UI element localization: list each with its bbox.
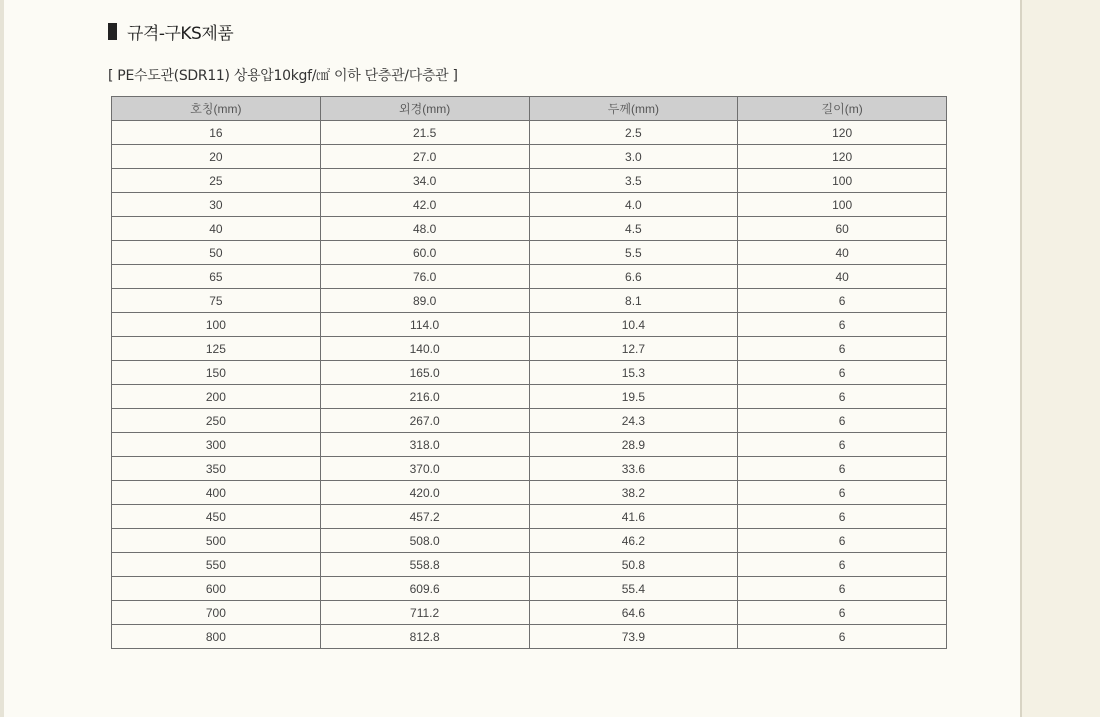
cell-nominal-size: 125 xyxy=(112,337,321,361)
cell-length: 60 xyxy=(738,217,947,241)
cell-length: 6 xyxy=(738,433,947,457)
cell-nominal-size: 300 xyxy=(112,433,321,457)
cell-length: 6 xyxy=(738,385,947,409)
cell-outer-diameter: 267.0 xyxy=(320,409,529,433)
table-row xyxy=(112,337,947,361)
table-row xyxy=(112,313,947,337)
cell-nominal-size: 350 xyxy=(112,457,321,481)
cell-thickness: 64.6 xyxy=(529,601,738,625)
cell-length: 6 xyxy=(738,577,947,601)
cell-length: 40 xyxy=(738,241,947,265)
section-heading-text: 규격-구KS제품 xyxy=(127,23,234,44)
cell-outer-diameter: 34.0 xyxy=(320,169,529,193)
cell-thickness: 19.5 xyxy=(529,385,738,409)
cell-outer-diameter: 165.0 xyxy=(320,361,529,385)
cell-outer-diameter: 60.0 xyxy=(320,241,529,265)
cell-thickness: 8.1 xyxy=(529,289,738,313)
cell-nominal-size: 30 xyxy=(112,193,321,217)
table-row xyxy=(112,193,947,217)
cell-length: 6 xyxy=(738,553,947,577)
cell-outer-diameter: 140.0 xyxy=(320,337,529,361)
cell-thickness: 12.7 xyxy=(529,337,738,361)
cell-length: 6 xyxy=(738,289,947,313)
cell-nominal-size: 250 xyxy=(112,409,321,433)
square-bullet-icon xyxy=(108,23,117,40)
table-row xyxy=(112,577,947,601)
cell-thickness: 5.5 xyxy=(529,241,738,265)
page-right-margin xyxy=(1020,0,1100,717)
cell-nominal-size: 400 xyxy=(112,481,321,505)
cell-outer-diameter: 508.0 xyxy=(320,529,529,553)
spec-table xyxy=(111,96,947,649)
table-row xyxy=(112,289,947,313)
cell-outer-diameter: 89.0 xyxy=(320,289,529,313)
cell-nominal-size: 75 xyxy=(112,289,321,313)
cell-outer-diameter: 76.0 xyxy=(320,265,529,289)
cell-outer-diameter: 216.0 xyxy=(320,385,529,409)
cell-outer-diameter: 812.8 xyxy=(320,625,529,649)
cell-thickness: 4.0 xyxy=(529,193,738,217)
cell-length: 100 xyxy=(738,193,947,217)
table-row xyxy=(112,481,947,505)
cell-nominal-size: 150 xyxy=(112,361,321,385)
cell-length: 6 xyxy=(738,601,947,625)
table-row xyxy=(112,553,947,577)
table-row xyxy=(112,625,947,649)
cell-length: 6 xyxy=(738,529,947,553)
cell-thickness: 41.6 xyxy=(529,505,738,529)
cell-nominal-size: 500 xyxy=(112,529,321,553)
cell-thickness: 33.6 xyxy=(529,457,738,481)
cell-thickness: 24.3 xyxy=(529,409,738,433)
table-row xyxy=(112,361,947,385)
cell-outer-diameter: 420.0 xyxy=(320,481,529,505)
cell-thickness: 4.5 xyxy=(529,217,738,241)
cell-outer-diameter: 370.0 xyxy=(320,457,529,481)
table-header-row xyxy=(112,97,947,121)
cell-thickness: 28.9 xyxy=(529,433,738,457)
table-row xyxy=(112,385,947,409)
cell-thickness: 2.5 xyxy=(529,121,738,145)
cell-length: 6 xyxy=(738,409,947,433)
cell-nominal-size: 600 xyxy=(112,577,321,601)
column-header-outer-diameter: 외경(mm) xyxy=(320,97,529,121)
cell-length: 120 xyxy=(738,145,947,169)
cell-thickness: 3.5 xyxy=(529,169,738,193)
cell-thickness: 46.2 xyxy=(529,529,738,553)
cell-nominal-size: 40 xyxy=(112,217,321,241)
cell-nominal-size: 700 xyxy=(112,601,321,625)
table-row xyxy=(112,265,947,289)
column-header-thickness: 두께(mm) xyxy=(529,97,738,121)
cell-thickness: 38.2 xyxy=(529,481,738,505)
cell-length: 40 xyxy=(738,265,947,289)
cell-outer-diameter: 318.0 xyxy=(320,433,529,457)
table-row xyxy=(112,409,947,433)
cell-thickness: 10.4 xyxy=(529,313,738,337)
cell-thickness: 3.0 xyxy=(529,145,738,169)
cell-nominal-size: 550 xyxy=(112,553,321,577)
cell-thickness: 73.9 xyxy=(529,625,738,649)
page-left-edge xyxy=(0,0,4,717)
cell-outer-diameter: 609.6 xyxy=(320,577,529,601)
cell-length: 6 xyxy=(738,313,947,337)
section-heading xyxy=(108,19,233,43)
cell-nominal-size: 800 xyxy=(112,625,321,649)
cell-thickness: 15.3 xyxy=(529,361,738,385)
column-header-length: 길이(m) xyxy=(738,97,947,121)
cell-thickness: 6.6 xyxy=(529,265,738,289)
table-row xyxy=(112,241,947,265)
cell-thickness: 50.8 xyxy=(529,553,738,577)
cell-outer-diameter: 114.0 xyxy=(320,313,529,337)
cell-length: 100 xyxy=(738,169,947,193)
table-row xyxy=(112,505,947,529)
cell-nominal-size: 450 xyxy=(112,505,321,529)
cell-outer-diameter: 558.8 xyxy=(320,553,529,577)
cell-nominal-size: 16 xyxy=(112,121,321,145)
table-row xyxy=(112,433,947,457)
column-header-nominal-size: 호칭(mm) xyxy=(112,97,321,121)
cell-length: 6 xyxy=(738,457,947,481)
table-row xyxy=(112,121,947,145)
cell-length: 6 xyxy=(738,505,947,529)
table-row xyxy=(112,529,947,553)
cell-length: 6 xyxy=(738,481,947,505)
cell-nominal-size: 200 xyxy=(112,385,321,409)
cell-outer-diameter: 48.0 xyxy=(320,217,529,241)
table-row xyxy=(112,601,947,625)
table-caption: [ PE수도관(SDR11) 상용압10kgf/㎠ 이하 단층관/다층관 ] xyxy=(108,68,458,84)
table-row xyxy=(112,217,947,241)
cell-length: 6 xyxy=(738,337,947,361)
cell-outer-diameter: 711.2 xyxy=(320,601,529,625)
cell-nominal-size: 20 xyxy=(112,145,321,169)
cell-length: 6 xyxy=(738,361,947,385)
cell-nominal-size: 65 xyxy=(112,265,321,289)
cell-outer-diameter: 42.0 xyxy=(320,193,529,217)
cell-nominal-size: 25 xyxy=(112,169,321,193)
cell-nominal-size: 50 xyxy=(112,241,321,265)
cell-length: 6 xyxy=(738,625,947,649)
table-row xyxy=(112,457,947,481)
table-row xyxy=(112,145,947,169)
cell-nominal-size: 100 xyxy=(112,313,321,337)
cell-outer-diameter: 27.0 xyxy=(320,145,529,169)
cell-thickness: 55.4 xyxy=(529,577,738,601)
cell-length: 120 xyxy=(738,121,947,145)
table-row xyxy=(112,169,947,193)
cell-outer-diameter: 21.5 xyxy=(320,121,529,145)
cell-outer-diameter: 457.2 xyxy=(320,505,529,529)
